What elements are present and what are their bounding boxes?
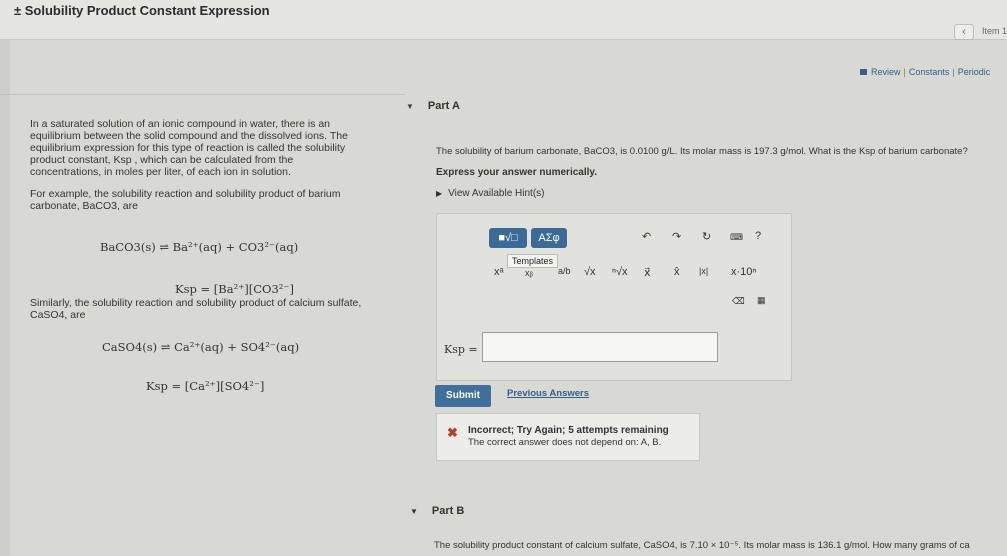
template-toolbar-button[interactable]: ■√□ [489,228,527,248]
sqrt-template[interactable]: √x [584,266,596,278]
caret-right-icon: ▶ [436,189,443,198]
equation-ksp-baco3: Ksp = [Ba²⁺][CO3²⁻] [175,282,294,296]
previous-answers-link[interactable]: Previous Answers [507,388,590,399]
review-link[interactable]: Review [871,67,901,77]
reset-icon[interactable]: ↻ [702,231,712,243]
equation-ksp-caso4: Ksp = [Ca²⁺][SO4²⁻] [146,379,265,393]
part-a-label: Part A [427,100,460,112]
periodic-link[interactable]: Periodic [957,67,991,77]
equation-baco3: BaCO3(s) ⇌ Ba²⁺(aq) + CO3²⁻(aq) [100,240,299,254]
resource-links: Review | Constants | Periodic [860,67,990,77]
context-panel [30,118,365,222]
context-paragraph-2: For example, the solubility reaction and solubility product of barium carbonate, BaCO3, are [30,188,341,212]
divider [0,94,405,95]
chevron-left-icon[interactable]: ‹ [954,24,974,40]
left-edge [0,40,10,556]
sci-notation-template[interactable]: x·10ⁿ [731,266,757,278]
abs-template[interactable]: |x| [699,266,709,276]
part-a-header[interactable] [406,100,460,112]
vector-template[interactable]: x⃗ [644,267,651,279]
hat-template[interactable]: x̂ [674,266,680,278]
hint-toggle[interactable] [436,188,545,199]
incorrect-icon: ✖ [447,425,458,440]
review-icon [860,69,867,75]
superscript-template[interactable]: xᵃ [494,266,504,278]
part-a-instruction: Express your answer numerically. [436,167,598,178]
caret-down-icon: ▼ [406,102,414,111]
part-b-question: The solubility product constant of calcium sulfate, CaSO4, is 7.10 × 10⁻⁵. Its molar mass is 136.1 g/mol. How many grams of ca [434,540,970,551]
ksp-label: Ksp = [444,343,478,356]
backspace-icon[interactable]: ⌫ [732,296,745,306]
nroot-template[interactable]: ⁿ√x [612,266,628,278]
keypad-icon[interactable]: ▦ [757,295,766,305]
keyboard-icon[interactable]: ⌨ [730,232,743,242]
greek-button[interactable]: ΑΣφ [531,228,567,248]
part-b-label: Part B [431,505,465,517]
item-label: Item 1 [982,26,1007,36]
part-a-question: The solubility of barium carbonate, BaCO3, is 0.0100 g/L. Its molar mass is 197.3 g/mol. What is the Ksp of barium carbonate? [436,146,968,157]
submit-button[interactable]: Submit [435,385,491,407]
subscript-template[interactable]: xᵦ [525,268,533,278]
context-paragraph-3: Similarly, the solubility reaction and solubility product of calcium sulfate, CaSO4, are [30,297,362,321]
page-title: ± Solubility Product Constant Expression [14,3,270,18]
context-paragraph-1: In a saturated solution of an ionic compound in water, there is an equilibrium between the solid compound and the dissolved ions. The equilibrium expression for this type of reaction is called the solubility product constant, Ksp , which can be calculated from the concentrations, in moles per liter, of each ion in solution. [30,118,348,178]
equation-caso4: CaSO4(s) ⇌ Ca²⁺(aq) + SO4²⁻(aq) [102,340,300,354]
header-bar [0,0,1007,40]
caret-down-icon: ▼ [410,507,418,516]
hint-label: View Available Hint(s) [448,188,545,199]
fraction-template[interactable]: a/b [558,266,571,276]
ksp-answer-input[interactable] [482,332,718,362]
templates-tooltip: Templates [507,254,558,268]
constants-link[interactable]: Constants [908,67,950,77]
help-button[interactable]: ? [755,230,762,242]
feedback-body: The correct answer does not depend on: A, B. [468,437,662,448]
feedback-title: Incorrect; Try Again; 5 attempts remaining [468,425,669,436]
redo-icon[interactable]: ↷ [672,231,682,243]
undo-icon[interactable]: ↶ [642,231,652,243]
part-b-header[interactable] [410,505,464,517]
